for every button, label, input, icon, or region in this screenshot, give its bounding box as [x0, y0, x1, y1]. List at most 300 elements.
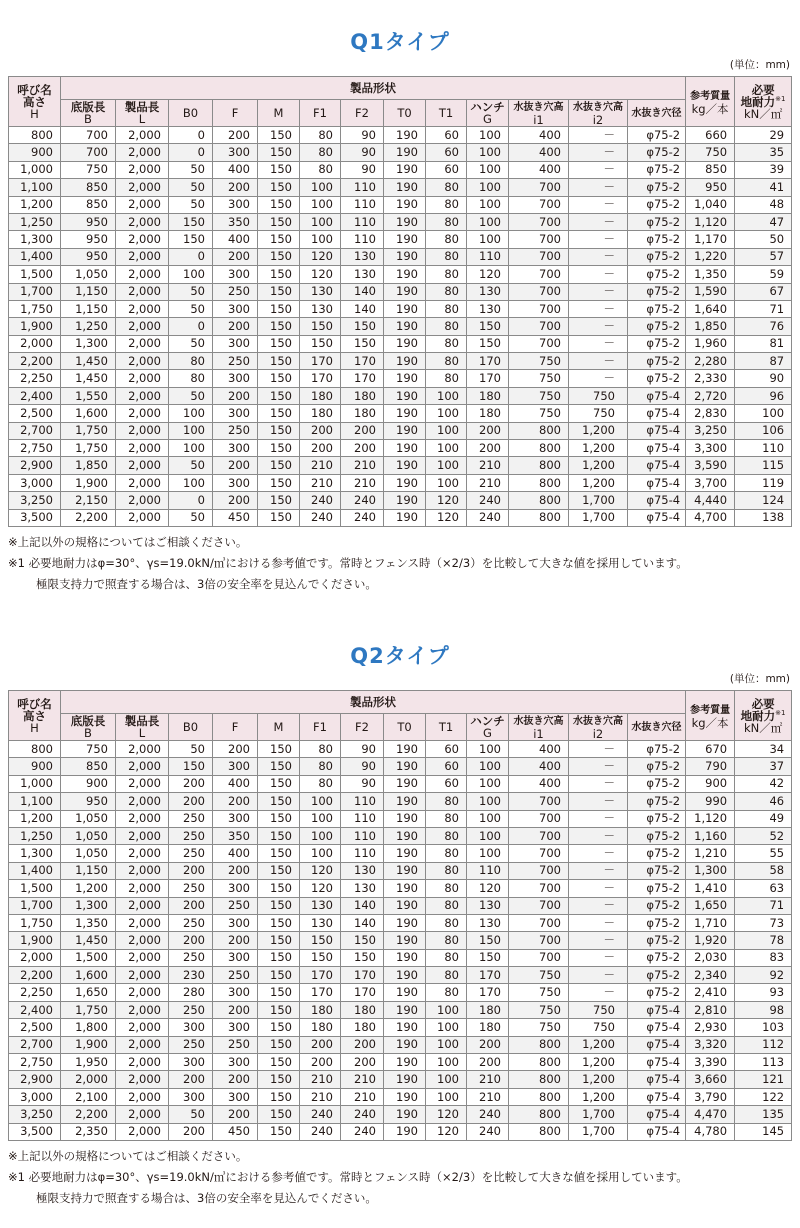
cell-bearing: 121: [735, 1071, 792, 1088]
cell-drain-height-2: 1,200: [569, 1036, 628, 1053]
cell-b0: 50: [169, 335, 213, 352]
cell-drain-height-2: －: [569, 266, 628, 283]
note-line: 極限支持力で照査する場合は、3倍の安全率を見込んでください。: [36, 1191, 377, 1205]
table-body: [9, 741, 792, 1141]
cell-m: 150: [258, 793, 300, 810]
cell-f2: 110: [341, 793, 384, 810]
cell-drain-height-1: 750: [509, 984, 569, 1001]
cell-m: 150: [258, 880, 300, 897]
table-row: [9, 984, 792, 1001]
cell-bearing: 71: [735, 300, 792, 317]
cell-drain-height-1: 750: [509, 967, 569, 984]
cell-b0: 200: [169, 1071, 213, 1088]
cell-length: 2,000: [116, 353, 169, 370]
cell-drain-height-1: 800: [509, 457, 569, 474]
cell-f: 300: [213, 300, 258, 317]
cell-weight: 3,660: [686, 1071, 735, 1088]
cell-base-width: 2,000: [61, 1071, 116, 1088]
cell-length: 2,000: [116, 827, 169, 844]
cell-t1: 80: [426, 248, 467, 265]
cell-height: 1,100: [9, 179, 61, 196]
cell-length: 2,000: [116, 318, 169, 335]
cell-height: 1,200: [9, 196, 61, 213]
cell-base-width: 1,500: [61, 949, 116, 966]
cell-drain-diameter: φ75-2: [628, 248, 686, 265]
cell-weight: 3,590: [686, 457, 735, 474]
cell-base-width: 2,200: [61, 509, 116, 526]
cell-b0: 100: [169, 266, 213, 283]
cell-b0: 50: [169, 387, 213, 404]
cell-haunch: 100: [467, 127, 509, 144]
cell-m: 150: [258, 1071, 300, 1088]
cell-haunch: 180: [467, 405, 509, 422]
cell-t1: 100: [426, 1001, 467, 1018]
cell-length: 2,000: [116, 127, 169, 144]
table-row: [9, 758, 792, 775]
cell-f1: 120: [300, 880, 341, 897]
cell-f1: 100: [300, 213, 341, 230]
cell-t1: 60: [426, 144, 467, 161]
cell-drain-height-1: 750: [509, 387, 569, 404]
cell-b0: 300: [169, 1054, 213, 1071]
cell-f: 400: [213, 775, 258, 792]
cell-t0: 190: [384, 1106, 426, 1123]
cell-t0: 190: [384, 283, 426, 300]
cell-length: 2,000: [116, 283, 169, 300]
cell-f1: 150: [300, 932, 341, 949]
cell-t1: 80: [426, 914, 467, 931]
cell-t0: 190: [384, 387, 426, 404]
cell-height: 3,000: [9, 474, 61, 491]
cell-f2: 240: [341, 1106, 384, 1123]
cell-b0: 250: [169, 1036, 213, 1053]
cell-m: 150: [258, 283, 300, 300]
cell-t0: 190: [384, 793, 426, 810]
cell-t0: 190: [384, 300, 426, 317]
spec-table: [8, 690, 792, 1141]
cell-drain-height-2: 1,200: [569, 457, 628, 474]
section-title: Q1タイプ: [350, 30, 450, 54]
cell-drain-height-2: 750: [569, 387, 628, 404]
cell-b0: 50: [169, 741, 213, 758]
cell-b0: 150: [169, 231, 213, 248]
cell-m: 150: [258, 509, 300, 526]
table-row: [9, 914, 792, 931]
cell-base-width: 1,150: [61, 862, 116, 879]
header-t0: T0: [384, 100, 426, 127]
cell-height: 800: [9, 127, 61, 144]
cell-base-width: 1,300: [61, 897, 116, 914]
table-row: [9, 387, 792, 404]
cell-drain-height-1: 400: [509, 758, 569, 775]
cell-weight: 3,700: [686, 474, 735, 491]
cell-bearing: 67: [735, 283, 792, 300]
cell-drain-height-1: 800: [509, 1036, 569, 1053]
cell-m: 150: [258, 213, 300, 230]
cell-length: 2,000: [116, 810, 169, 827]
cell-haunch: 130: [467, 300, 509, 317]
cell-m: 150: [258, 758, 300, 775]
cell-bearing: 112: [735, 1036, 792, 1053]
cell-b0: 200: [169, 775, 213, 792]
cell-weight: 4,780: [686, 1123, 735, 1140]
cell-base-width: 1,600: [61, 967, 116, 984]
cell-weight: 2,810: [686, 1001, 735, 1018]
cell-t0: 190: [384, 967, 426, 984]
cell-t1: 60: [426, 741, 467, 758]
cell-t1: 80: [426, 300, 467, 317]
cell-f1: 180: [300, 1019, 341, 1036]
cell-f2: 200: [341, 1036, 384, 1053]
cell-height: 2,900: [9, 1071, 61, 1088]
cell-haunch: 200: [467, 422, 509, 439]
cell-bearing: 113: [735, 1054, 792, 1071]
cell-b0: 0: [169, 318, 213, 335]
cell-length: 2,000: [116, 1054, 169, 1071]
cell-haunch: 210: [467, 474, 509, 491]
cell-f1: 150: [300, 318, 341, 335]
cell-weight: 950: [686, 179, 735, 196]
cell-m: 150: [258, 827, 300, 844]
cell-f2: 200: [341, 422, 384, 439]
cell-haunch: 100: [467, 231, 509, 248]
cell-b0: 100: [169, 405, 213, 422]
cell-drain-diameter: φ75-2: [628, 161, 686, 178]
cell-m: 150: [258, 405, 300, 422]
cell-f: 200: [213, 741, 258, 758]
header-f1: F1: [300, 714, 341, 741]
cell-f2: 150: [341, 318, 384, 335]
cell-drain-height-1: 700: [509, 862, 569, 879]
cell-drain-height-2: 1,200: [569, 1071, 628, 1088]
cell-f: 200: [213, 248, 258, 265]
cell-height: 3,500: [9, 1123, 61, 1140]
cell-weight: 3,390: [686, 1054, 735, 1071]
cell-height: 900: [9, 144, 61, 161]
cell-drain-height-1: 700: [509, 335, 569, 352]
cell-b0: 50: [169, 161, 213, 178]
header-t0: T0: [384, 714, 426, 741]
cell-weight: 1,040: [686, 196, 735, 213]
cell-bearing: 42: [735, 775, 792, 792]
cell-t0: 190: [384, 1071, 426, 1088]
cell-length: 2,000: [116, 231, 169, 248]
cell-drain-height-1: 700: [509, 196, 569, 213]
cell-base-width: 2,350: [61, 1123, 116, 1140]
table-row: [9, 335, 792, 352]
cell-length: 2,000: [116, 492, 169, 509]
cell-bearing: 115: [735, 457, 792, 474]
header-base-width: 底版長 B: [61, 100, 116, 127]
cell-f: 450: [213, 509, 258, 526]
cell-weight: 1,650: [686, 897, 735, 914]
cell-bearing: 124: [735, 492, 792, 509]
cell-t1: 60: [426, 161, 467, 178]
cell-length: 2,000: [116, 984, 169, 1001]
table-row: [9, 440, 792, 457]
cell-bearing: 110: [735, 440, 792, 457]
cell-height: 2,500: [9, 405, 61, 422]
cell-bearing: 57: [735, 248, 792, 265]
cell-f2: 200: [341, 1054, 384, 1071]
cell-drain-diameter: φ75-2: [628, 827, 686, 844]
cell-f2: 170: [341, 370, 384, 387]
cell-base-width: 900: [61, 775, 116, 792]
cell-haunch: 100: [467, 845, 509, 862]
cell-b0: 250: [169, 880, 213, 897]
cell-weight: 3,790: [686, 1088, 735, 1105]
cell-f1: 200: [300, 1036, 341, 1053]
header-haunch: ハンチ G: [467, 100, 509, 127]
cell-f2: 110: [341, 845, 384, 862]
cell-drain-height-1: 400: [509, 741, 569, 758]
cell-f: 350: [213, 827, 258, 844]
cell-length: 2,000: [116, 1088, 169, 1105]
cell-f2: 130: [341, 862, 384, 879]
cell-f2: 150: [341, 335, 384, 352]
cell-m: 150: [258, 127, 300, 144]
table-row: [9, 213, 792, 230]
cell-base-width: 1,300: [61, 335, 116, 352]
cell-drain-diameter: φ75-2: [628, 758, 686, 775]
cell-m: 150: [258, 741, 300, 758]
cell-length: 2,000: [116, 196, 169, 213]
header-drain-height-1: 水抜き穴高 i1: [509, 714, 569, 741]
cell-t1: 80: [426, 318, 467, 335]
cell-length: 2,000: [116, 1071, 169, 1088]
cell-drain-height-2: －: [569, 827, 628, 844]
table-row: [9, 967, 792, 984]
header-weight: 参考質量 kg／本: [686, 691, 735, 741]
cell-b0: 300: [169, 1019, 213, 1036]
cell-drain-diameter: φ75-4: [628, 1071, 686, 1088]
cell-drain-height-1: 800: [509, 1088, 569, 1105]
header-drain-height-2: 水抜き穴高 i2: [569, 714, 628, 741]
cell-drain-diameter: φ75-2: [628, 370, 686, 387]
table-row: [9, 127, 792, 144]
cell-t0: 190: [384, 880, 426, 897]
cell-height: 1,300: [9, 231, 61, 248]
cell-b0: 250: [169, 810, 213, 827]
cell-f1: 80: [300, 144, 341, 161]
cell-haunch: 240: [467, 509, 509, 526]
cell-drain-height-2: －: [569, 144, 628, 161]
cell-base-width: 1,750: [61, 422, 116, 439]
cell-f: 300: [213, 1019, 258, 1036]
cell-bearing: 52: [735, 827, 792, 844]
cell-b0: 50: [169, 509, 213, 526]
cell-weight: 1,960: [686, 335, 735, 352]
cell-length: 2,000: [116, 845, 169, 862]
cell-t0: 190: [384, 196, 426, 213]
cell-weight: 1,120: [686, 810, 735, 827]
cell-bearing: 59: [735, 266, 792, 283]
table-row: [9, 1036, 792, 1053]
cell-drain-height-2: 1,200: [569, 440, 628, 457]
cell-t1: 80: [426, 793, 467, 810]
cell-haunch: 150: [467, 335, 509, 352]
cell-drain-height-2: 1,200: [569, 1088, 628, 1105]
cell-t0: 190: [384, 405, 426, 422]
cell-drain-height-2: －: [569, 984, 628, 1001]
cell-drain-height-2: －: [569, 793, 628, 810]
cell-t0: 190: [384, 353, 426, 370]
cell-haunch: 100: [467, 213, 509, 230]
cell-b0: 280: [169, 984, 213, 1001]
table-row: [9, 1123, 792, 1140]
cell-f1: 80: [300, 161, 341, 178]
cell-f1: 130: [300, 914, 341, 931]
note-line: ※上記以外の規格についてはご相談ください。: [8, 535, 248, 549]
cell-bearing: 78: [735, 932, 792, 949]
cell-bearing: 90: [735, 370, 792, 387]
cell-f1: 200: [300, 422, 341, 439]
cell-drain-diameter: φ75-2: [628, 283, 686, 300]
cell-height: 1,500: [9, 880, 61, 897]
cell-drain-height-1: 700: [509, 300, 569, 317]
cell-base-width: 1,150: [61, 300, 116, 317]
cell-b0: 230: [169, 967, 213, 984]
cell-f: 200: [213, 793, 258, 810]
cell-drain-height-1: 800: [509, 474, 569, 491]
cell-m: 150: [258, 1001, 300, 1018]
cell-f: 200: [213, 179, 258, 196]
table-row: [9, 509, 792, 526]
cell-base-width: 1,050: [61, 845, 116, 862]
cell-f2: 240: [341, 1123, 384, 1140]
cell-drain-height-2: 1,700: [569, 492, 628, 509]
cell-f: 200: [213, 318, 258, 335]
cell-f: 200: [213, 1106, 258, 1123]
cell-drain-height-2: 750: [569, 1019, 628, 1036]
cell-t1: 80: [426, 897, 467, 914]
cell-weight: 1,160: [686, 827, 735, 844]
cell-f1: 240: [300, 509, 341, 526]
cell-t1: 80: [426, 231, 467, 248]
cell-drain-diameter: φ75-2: [628, 880, 686, 897]
table-row: [9, 457, 792, 474]
cell-drain-diameter: φ75-4: [628, 1001, 686, 1018]
cell-haunch: 210: [467, 1088, 509, 1105]
cell-haunch: 240: [467, 492, 509, 509]
cell-height: 2,250: [9, 370, 61, 387]
cell-drain-height-1: 800: [509, 422, 569, 439]
cell-weight: 4,700: [686, 509, 735, 526]
cell-height: 1,200: [9, 810, 61, 827]
cell-m: 150: [258, 179, 300, 196]
cell-drain-height-1: 700: [509, 845, 569, 862]
cell-f: 200: [213, 492, 258, 509]
cell-t1: 80: [426, 179, 467, 196]
cell-t1: 60: [426, 775, 467, 792]
cell-drain-diameter: φ75-4: [628, 1123, 686, 1140]
cell-f1: 180: [300, 1001, 341, 1018]
table-row: [9, 266, 792, 283]
cell-length: 2,000: [116, 161, 169, 178]
cell-f: 300: [213, 440, 258, 457]
cell-drain-height-1: 400: [509, 144, 569, 161]
cell-m: 150: [258, 457, 300, 474]
cell-length: 2,000: [116, 422, 169, 439]
cell-f: 300: [213, 405, 258, 422]
cell-b0: 250: [169, 827, 213, 844]
cell-height: 2,700: [9, 422, 61, 439]
cell-height: 1,500: [9, 266, 61, 283]
cell-haunch: 100: [467, 161, 509, 178]
cell-t1: 100: [426, 422, 467, 439]
cell-drain-diameter: φ75-2: [628, 793, 686, 810]
cell-height: 1,750: [9, 914, 61, 931]
cell-drain-height-1: 700: [509, 897, 569, 914]
cell-drain-height-1: 700: [509, 318, 569, 335]
cell-b0: 50: [169, 179, 213, 196]
cell-t1: 100: [426, 405, 467, 422]
cell-f2: 110: [341, 231, 384, 248]
cell-length: 2,000: [116, 897, 169, 914]
cell-f: 200: [213, 127, 258, 144]
cell-m: 150: [258, 144, 300, 161]
cell-m: 150: [258, 1019, 300, 1036]
cell-m: 150: [258, 1036, 300, 1053]
cell-t0: 190: [384, 370, 426, 387]
header-length: 製品長 L: [116, 714, 169, 741]
cell-haunch: 100: [467, 741, 509, 758]
cell-bearing: 50: [735, 231, 792, 248]
cell-t1: 80: [426, 845, 467, 862]
header-b0: B0: [169, 100, 213, 127]
cell-f1: 170: [300, 353, 341, 370]
cell-t1: 80: [426, 266, 467, 283]
cell-b0: 50: [169, 457, 213, 474]
cell-bearing: 71: [735, 897, 792, 914]
cell-f1: 100: [300, 793, 341, 810]
cell-bearing: 46: [735, 793, 792, 810]
cell-weight: 1,300: [686, 862, 735, 879]
cell-height: 1,900: [9, 932, 61, 949]
cell-height: 2,700: [9, 1036, 61, 1053]
cell-base-width: 1,750: [61, 440, 116, 457]
cell-weight: 790: [686, 758, 735, 775]
cell-height: 3,000: [9, 1088, 61, 1105]
cell-haunch: 100: [467, 144, 509, 161]
cell-drain-diameter: φ75-2: [628, 231, 686, 248]
cell-t1: 100: [426, 1088, 467, 1105]
cell-height: 1,700: [9, 897, 61, 914]
cell-drain-height-2: －: [569, 914, 628, 931]
cell-length: 2,000: [116, 387, 169, 404]
cell-m: 150: [258, 775, 300, 792]
cell-t0: 190: [384, 335, 426, 352]
cell-f: 350: [213, 213, 258, 230]
cell-t1: 100: [426, 440, 467, 457]
cell-f2: 90: [341, 144, 384, 161]
cell-f: 200: [213, 1001, 258, 1018]
cell-height: 1,750: [9, 300, 61, 317]
cell-drain-height-1: 800: [509, 1123, 569, 1140]
cell-m: 150: [258, 440, 300, 457]
table-row: [9, 775, 792, 792]
cell-t1: 120: [426, 509, 467, 526]
cell-t0: 190: [384, 457, 426, 474]
cell-b0: 0: [169, 492, 213, 509]
cell-f: 200: [213, 862, 258, 879]
cell-drain-height-2: －: [569, 758, 628, 775]
cell-drain-diameter: φ75-2: [628, 862, 686, 879]
cell-drain-height-2: －: [569, 283, 628, 300]
cell-f: 300: [213, 335, 258, 352]
cell-b0: 100: [169, 440, 213, 457]
cell-drain-diameter: φ75-2: [628, 127, 686, 144]
